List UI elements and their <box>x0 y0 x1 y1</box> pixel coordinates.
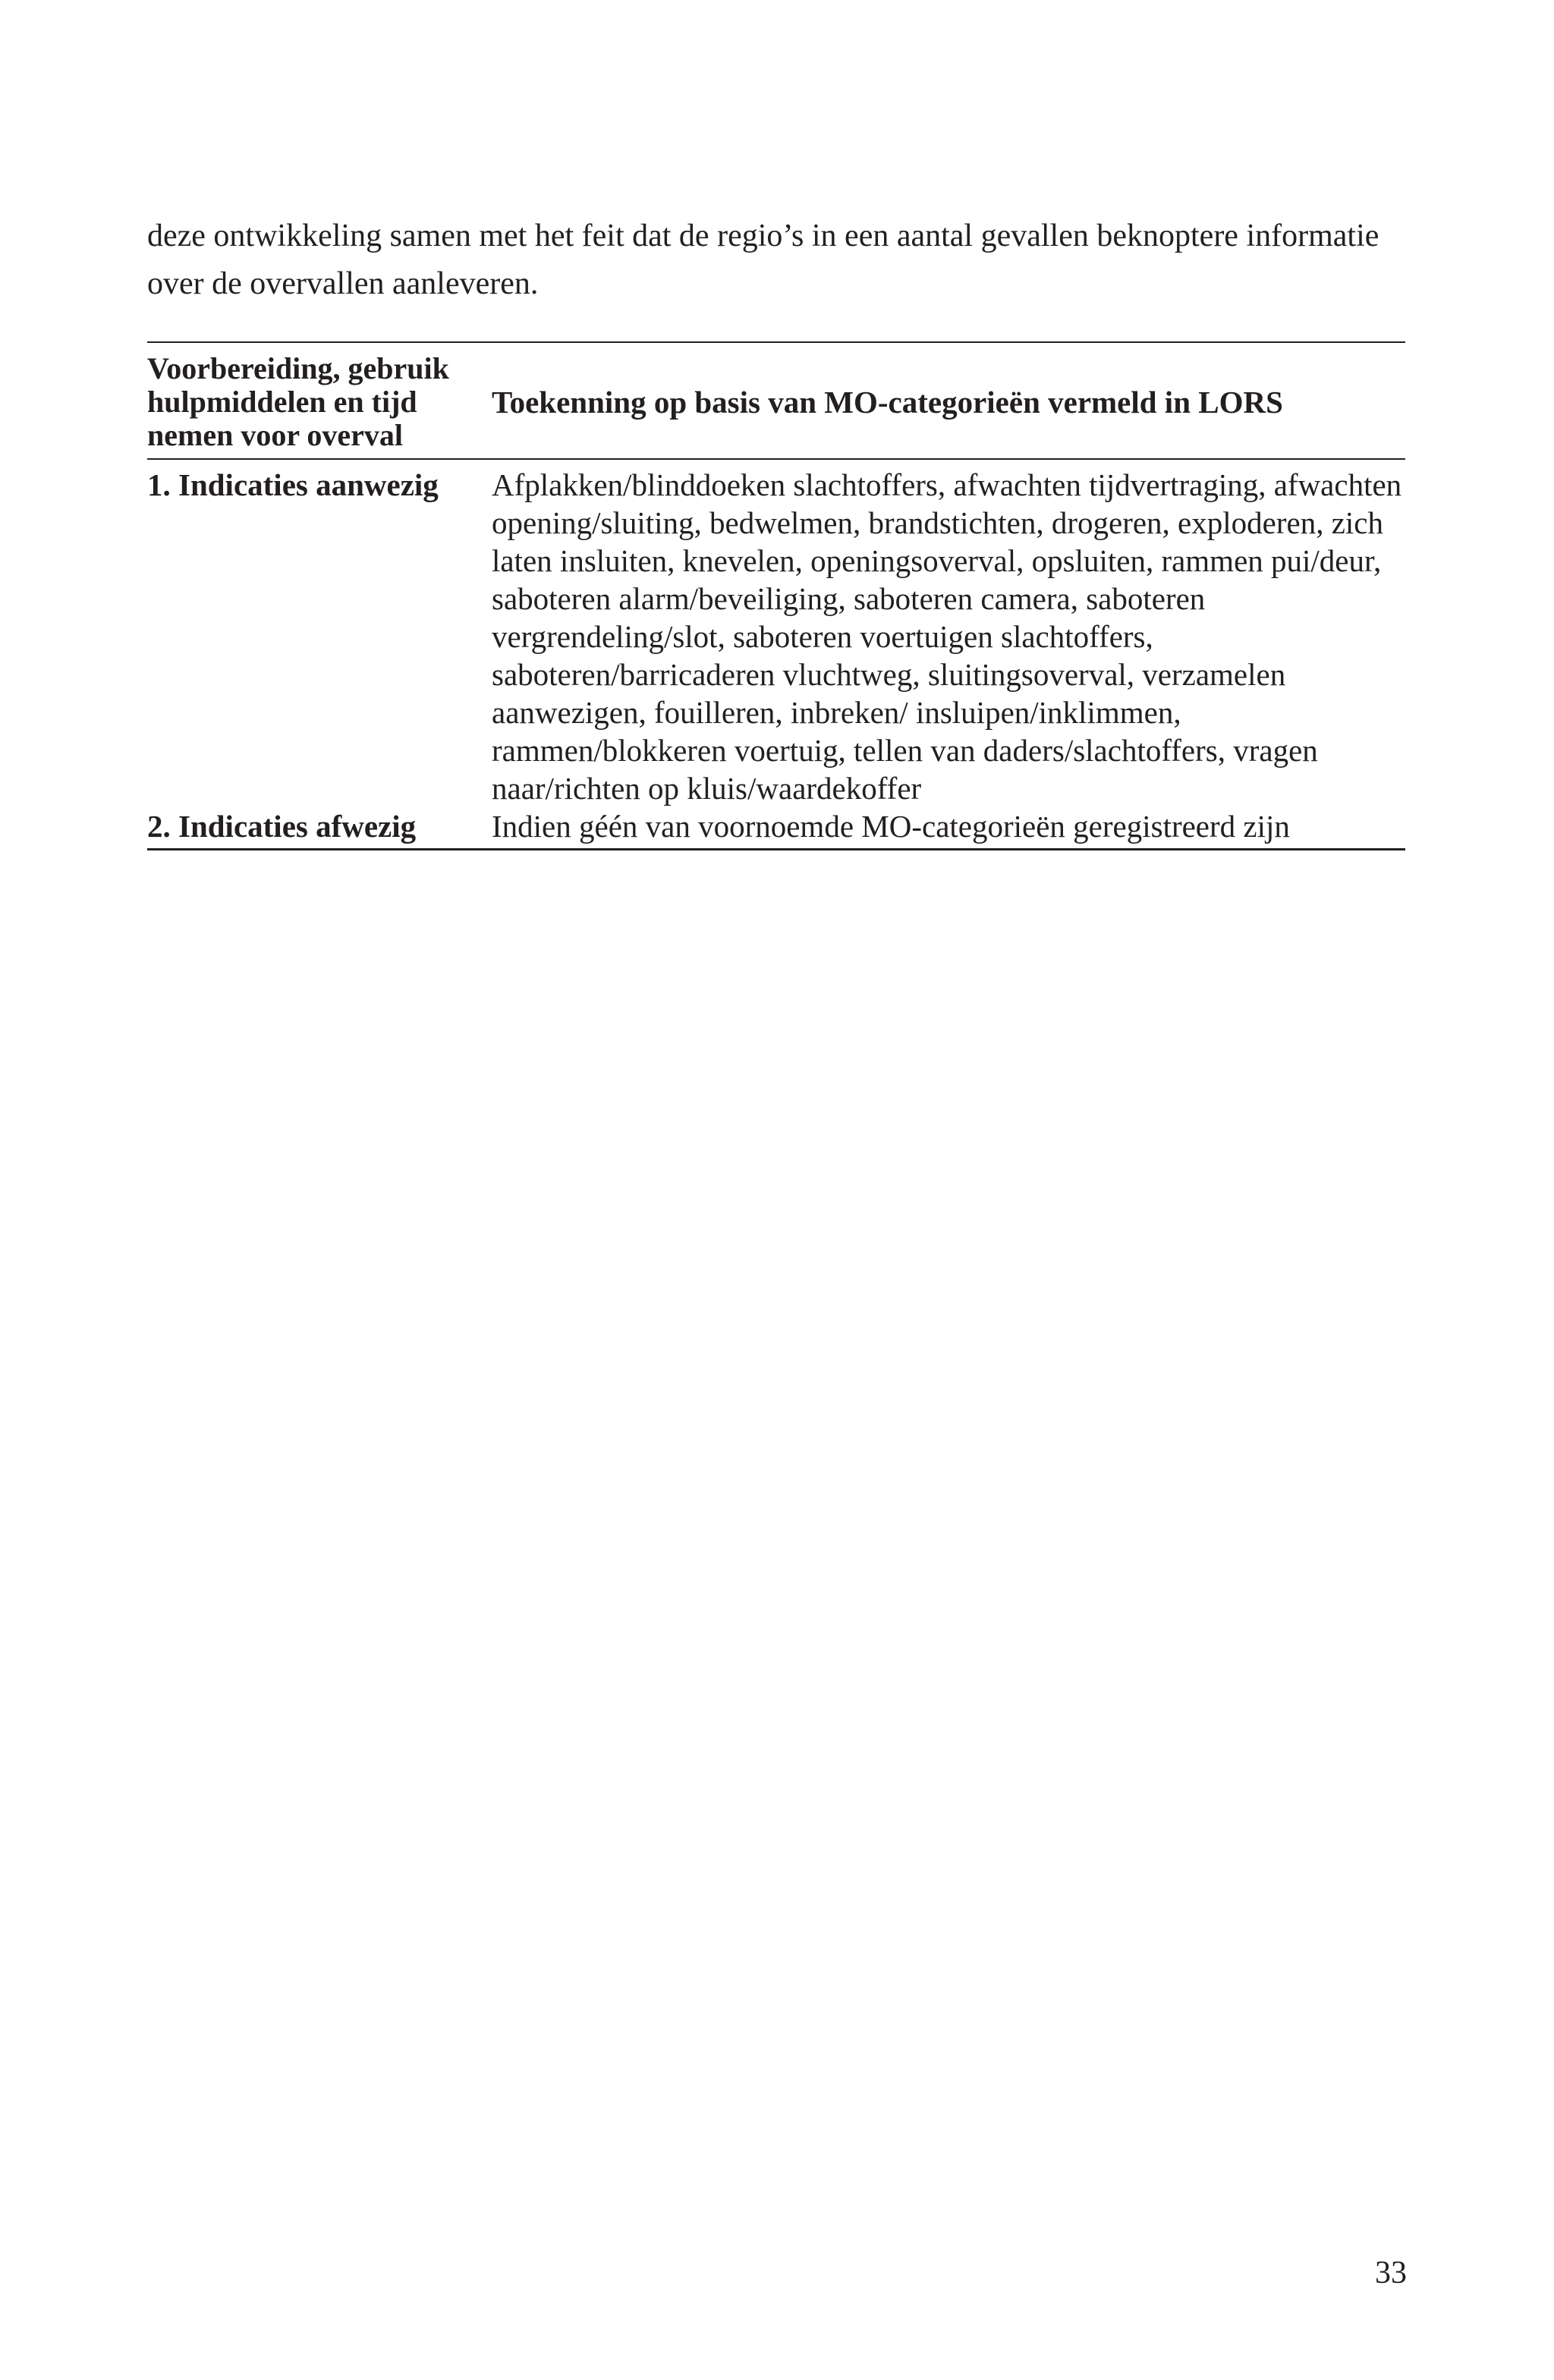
mo-categories-table <box>147 341 1405 850</box>
row-description: Indien géén van voornoemde MO-categorieën geregistreerd zijn <box>492 809 1290 844</box>
header-preparation: Voorbereiding, gebruik hulpmiddelen en tijd nemen voor overval <box>147 351 449 452</box>
row-category: 1. Indicaties aanwezig <box>147 467 439 502</box>
page-number: 33 <box>1375 2256 1407 2290</box>
row-description: Afplakken/blinddoeken slachtoffers, afwachten tijdvertraging, afwachten opening/sluiting, bedwelmen, brandstichten, drogeren, exploderen, zich laten insluiten, knevelen, openingsoverval, opsluiten, rammen pui/deur, saboteren alarm/beveiliging, saboteren camera, saboteren vergrendeling/slot, saboteren voertuigen slachtoffers, saboteren/barricaderen vluchtweg, sluitingsoverval, verzamelen aanwezigen, fouilleren, inbreken/ insluipen/inklimmen, rammen/blokkeren voertuig, tellen van daders/slachtoffers, vragen naar/richten op kluis/waardekoffer <box>492 467 1402 806</box>
header-assignment: Toekenning op basis van MO-categorieën vermeld in LORS <box>492 385 1283 420</box>
table-header-row <box>147 342 1405 459</box>
row-category: 2. Indicaties afwezig <box>147 809 417 844</box>
intro-paragraph: deze ontwikkeling samen met het feit dat de regio’s in een aantal gevallen beknoptere informatie over de overvallen aanleveren. <box>147 219 1379 301</box>
table-row <box>147 459 1405 807</box>
table-row <box>147 807 1405 850</box>
